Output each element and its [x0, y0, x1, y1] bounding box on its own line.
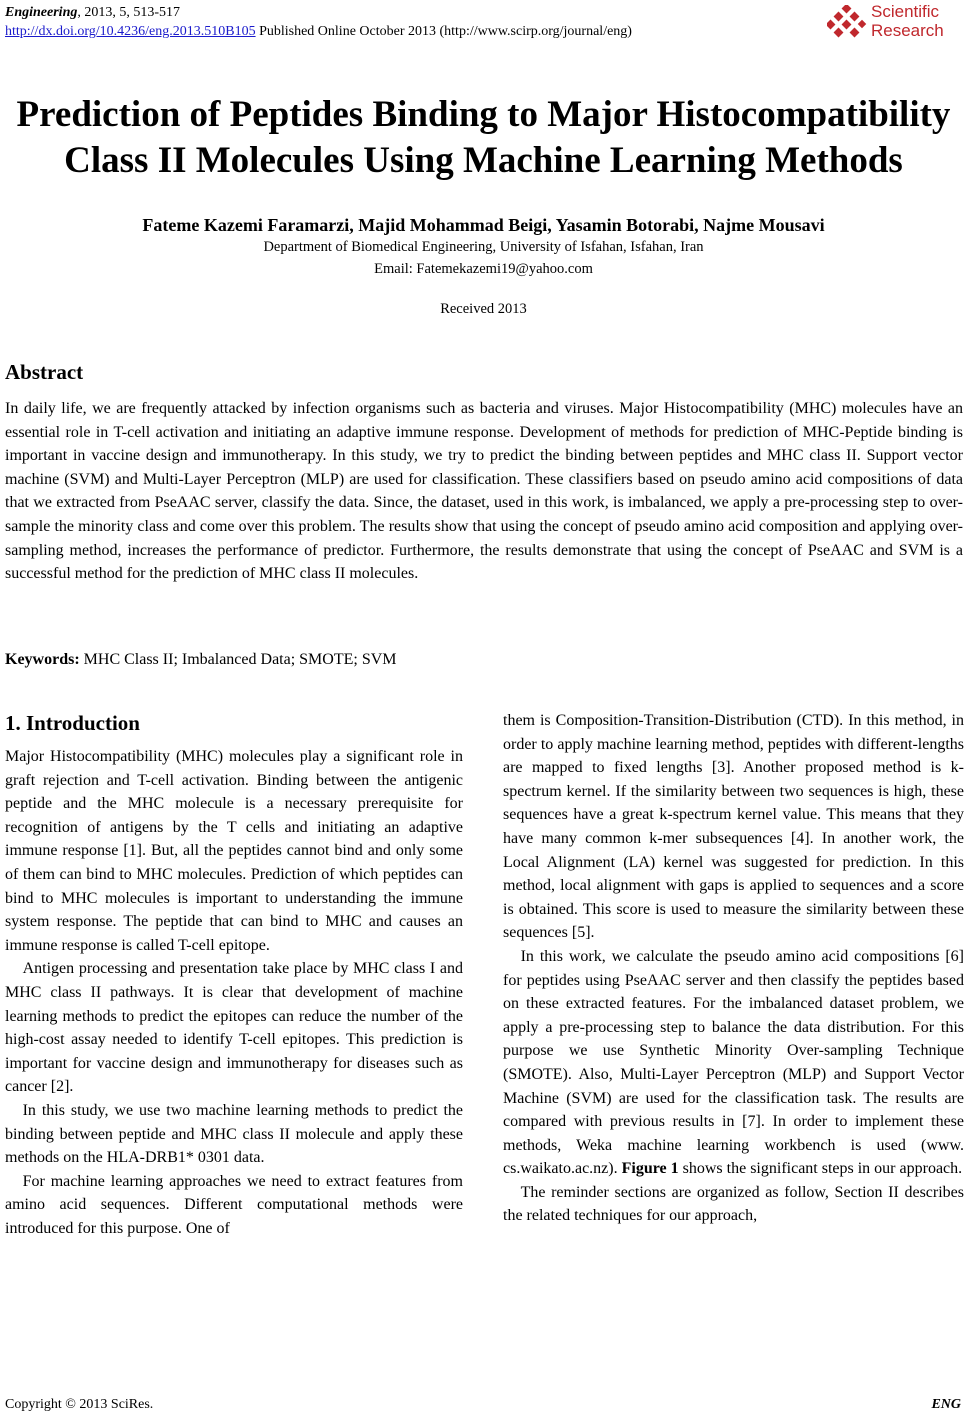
journal-issue: , 2013, 5, 513-517	[77, 5, 181, 20]
paper-title	[0, 92, 967, 184]
paragraph: Antigen processing and presentation take place by MHC class I and MHC class II pathways. It is clear that development of machine learning methods to predict the epitopes can reduce the number of the high-cost assay needed to identify T-cell epitopes. This prediction is important for vaccine design and immunotherapy for diseases such as cancer [2].	[5, 960, 463, 1096]
paragraph	[503, 945, 964, 1181]
abstract-text: In daily life, we are frequently attacked by infection organisms such as bacteria and viruses. Major Histocompatibility (MHC) molecules have an essential role in T-cell activation and initiating an adaptive immune response. Development of methods for prediction of MHC-Peptide binding is important in vaccine design and immunotherapy. In this study, we try to predict the binding between peptides and MHC class II. Support vector machine (SVM) and Multi-Layer Perceptron (MLP) are used for classification. These classifiers based on pseudo amino acid compositions of data that we extracted from PseAAC server, classify the data. Since, the dataset, used in this work, is imbalanced, we apply a pre-processing step to over-sample the minority class and come over this problem. The results show that using the concept of pseudo amino acid composition and applying over-sampling method, increases the performance of predictor. Furthermore, the results demonstrate that using the concept of PseAAC and SVM is a successful method for the prediction of MHC class II molecules.	[5, 400, 963, 583]
right-column	[503, 709, 964, 1228]
paragraph-text: shows the significant steps in our approach.	[678, 1160, 963, 1178]
author-email: Email: Fatemekazemi19@yahoo.com	[374, 261, 593, 277]
keywords-list: MHC Class II; Imbalanced Data; SMOTE; SVM	[79, 651, 397, 668]
doi-link[interactable]: http://dx.doi.org/10.4236/eng.2013.510B105	[5, 24, 256, 39]
logo-text	[871, 2, 944, 40]
paragraph: them is Composition-Transition-Distribution (CTD). In this method, in order to apply machine learning method, peptides with different-lengths are mapped to fixed lengths [3]. Another proposed method is k-spectrum kernel. If the similarity between two sequences is high, these sequences have a great k-spectrum kernel value. This means that they have many common k-mer subsequences [4]. In another work, the Local Alignment (LA) kernel was suggested for prediction. In this method, local alignment with gaps is applied to sequences and a score is obtained. This score is used to measure the similarity between these sequences [5].	[503, 712, 964, 942]
authors: Fateme Kazemi Faramarzi, Majid Mohammad Beigi, Yasamin Botorabi, Najme Mousavi	[142, 215, 825, 235]
paragraph: Major Histocompatibility (MHC) molecules play a significant role in graft rejection and T-cell activation. Binding between the antigenic peptide and the MHC molecule is a necessary prerequisite for recognition of antigens by the T cells and initiating an adaptive immune response [1]. But, all the peptides cannot bind and only some of them can bind to MHC molecules. Prediction of which peptides can bind to MHC molecules is important to understanding the immune system response. The peptide that can bind to MHC and causes an immune response is called T-cell epitope.	[5, 748, 463, 954]
journal-name: Engineering	[5, 5, 78, 20]
paragraph: For machine learning approaches we need to extract features from amino acid sequences. Different computational methods were introduced for this purpose. One of	[5, 1172, 463, 1237]
received-date: Received 2013	[440, 301, 527, 317]
paragraph: In this study, we use two machine learning methods to predict the binding between peptide and MHC class II molecule and apply these methods on the HLA-DRB1* 0301 data.	[5, 1101, 463, 1167]
paragraph: The reminder sections are organized as follow, Section II describes the related techniques for our approach,	[503, 1183, 964, 1225]
figure-reference[interactable]: Figure 1	[621, 1160, 679, 1178]
keywords-label: Keywords:	[5, 651, 80, 668]
scirp-logo-icon	[827, 5, 867, 41]
publisher-logo	[827, 2, 959, 42]
logo-line-1: Scientific	[871, 2, 940, 21]
abstract-heading: Abstract	[5, 360, 84, 384]
keywords	[5, 651, 397, 669]
section-heading-introduction: 1. Introduction	[5, 711, 140, 735]
title-line-2: Class II Molecules Using Machine Learning Methods	[64, 140, 903, 181]
journal-header	[5, 3, 632, 41]
left-column	[5, 745, 463, 1240]
paragraph-text: In this work, we calculate the pseudo amino acid compositions [6] for peptides using PseAAC server and then classify the peptides based on these extracted features. For the imbalanced dataset problem, we apply a pre-processing step to balance the data distribution. For this purpose we use Synthetic Minority Over-sampling Technique (SMOTE). Also, Multi-Layer Perceptron (MLP) and Support Vector Machine (SVM) are used for the classification task. The results are compared with previous results in [7]. In order to implement these methods, Weka machine learning workbench is used (www. cs.waikato.ac.nz).	[503, 947, 964, 1178]
footer-copyright: Copyright © 2013 SciRes.	[5, 1397, 154, 1412]
published-info: Published Online October 2013 (http://www.scirp.org/journal/eng)	[255, 24, 632, 39]
affiliation: Department of Biomedical Engineering, University of Isfahan, Isfahan, Iran	[263, 239, 704, 255]
logo-line-2: Research	[871, 21, 944, 40]
footer-journal-abbrev: ENG	[931, 1397, 961, 1412]
title-line-1: Prediction of Peptides Binding to Major Histocompatibility	[16, 94, 951, 135]
